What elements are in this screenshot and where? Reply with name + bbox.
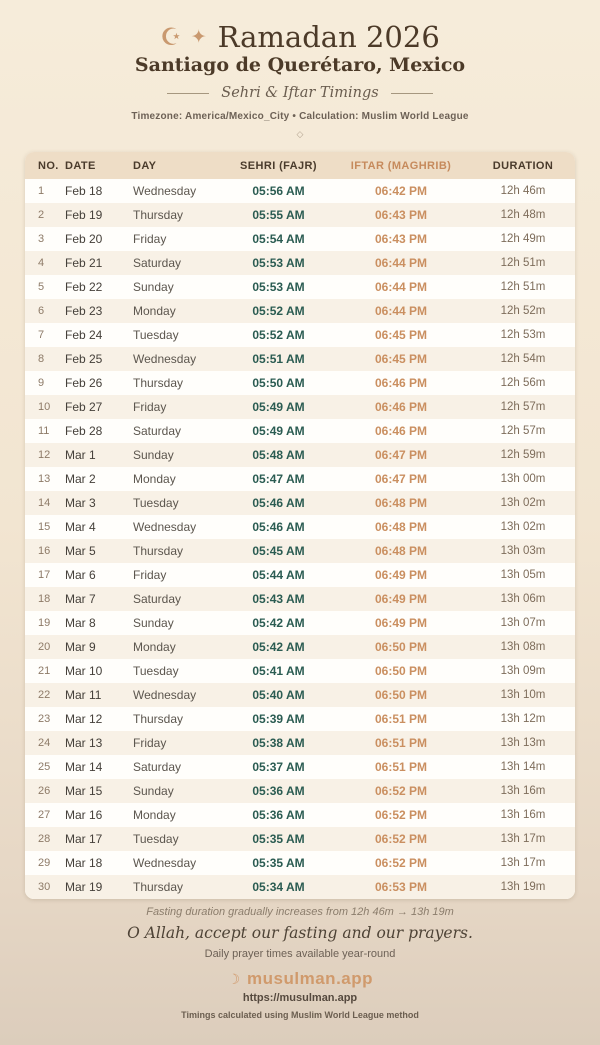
iftar-time: 06:46 PM — [374, 424, 428, 438]
date-cell: Feb 27 — [65, 400, 103, 414]
duration-cell: 13h 17m — [500, 857, 546, 869]
iftar-time: 06:43 PM — [374, 232, 428, 246]
row-number: 13 — [38, 473, 51, 485]
day-cell: Monday — [133, 472, 176, 486]
day-cell: Friday — [133, 232, 167, 246]
day-cell: Thursday — [133, 376, 184, 390]
table-row — [25, 779, 575, 803]
table-row — [25, 251, 575, 275]
duration-cell: 12h 57m — [500, 425, 546, 437]
day-cell: Friday — [133, 400, 167, 414]
timezone-calculation-meta: Timezone: America/Mexico_City • Calculation: Muslim World League — [131, 111, 469, 122]
crescent-icon: ☾ — [226, 970, 241, 987]
timings-table — [25, 152, 575, 899]
day-cell: Tuesday — [133, 328, 179, 342]
iftar-time: 06:49 PM — [374, 592, 428, 606]
row-number: 15 — [38, 521, 51, 533]
duration-cell: 13h 06m — [500, 593, 546, 605]
table-row — [25, 683, 575, 707]
row-number: 21 — [38, 665, 51, 677]
duration-cell: 12h 54m — [500, 353, 546, 365]
date-cell: Feb 18 — [65, 184, 103, 198]
row-number: 4 — [38, 257, 45, 269]
sehri-time: 05:39 AM — [252, 712, 305, 726]
day-cell: Tuesday — [133, 832, 179, 846]
duration-cell: 13h 17m — [500, 833, 546, 845]
duration-cell: 13h 03m — [500, 545, 546, 557]
iftar-time: 06:48 PM — [374, 520, 428, 534]
table-row — [25, 635, 575, 659]
date-cell: Mar 18 — [65, 856, 103, 870]
iftar-time: 06:44 PM — [374, 256, 428, 270]
row-number: 16 — [38, 545, 51, 557]
duration-cell: 12h 48m — [500, 209, 546, 221]
iftar-time: 06:44 PM — [374, 304, 428, 318]
row-number: 6 — [38, 305, 45, 317]
column-header-sehri: SEHRI (FAJR) — [226, 152, 331, 179]
row-number: 20 — [38, 641, 51, 653]
date-cell: Feb 26 — [65, 376, 103, 390]
column-header-date: DATE — [56, 152, 133, 179]
day-cell: Wednesday — [133, 520, 197, 534]
day-cell: Saturday — [133, 424, 182, 438]
day-cell: Sunday — [133, 616, 174, 630]
column-header-no: NO. — [25, 152, 56, 179]
table-row — [25, 323, 575, 347]
sehri-time: 05:42 AM — [252, 640, 305, 654]
table-row — [25, 179, 575, 203]
timings-card — [25, 152, 575, 899]
row-number: 26 — [38, 785, 51, 797]
date-cell: Mar 14 — [65, 760, 103, 774]
duration-cell: 13h 05m — [500, 569, 546, 581]
table-row — [25, 275, 575, 299]
iftar-time: 06:47 PM — [374, 448, 428, 462]
date-cell: Feb 20 — [65, 232, 103, 246]
date-cell: Mar 5 — [65, 544, 96, 558]
table-row — [25, 227, 575, 251]
day-cell: Wednesday — [133, 352, 197, 366]
date-cell: Feb 19 — [65, 208, 103, 222]
table-row — [25, 827, 575, 851]
iftar-time: 06:42 PM — [374, 184, 428, 198]
row-number: 14 — [38, 497, 51, 509]
table-row — [25, 707, 575, 731]
sparkle-icon: ✦ — [190, 26, 207, 48]
iftar-time: 06:45 PM — [374, 352, 428, 366]
date-cell: Mar 10 — [65, 664, 103, 678]
sehri-time: 05:46 AM — [252, 496, 305, 510]
column-header-iftar: IFTAR (MAGHRIB) — [331, 152, 471, 179]
duration-cell: 13h 07m — [500, 617, 546, 629]
duration-cell: 12h 59m — [500, 449, 546, 461]
iftar-time: 06:49 PM — [374, 616, 428, 630]
table-row — [25, 515, 575, 539]
footer — [0, 906, 600, 1020]
duration-cell: 12h 51m — [500, 281, 546, 293]
table-row — [25, 467, 575, 491]
sehri-time: 05:34 AM — [252, 880, 305, 894]
header — [0, 0, 600, 140]
page-title: Ramadan 2026 — [217, 20, 440, 54]
date-cell: Feb 28 — [65, 424, 103, 438]
row-number: 5 — [38, 281, 45, 293]
row-number: 17 — [38, 569, 51, 581]
iftar-time: 06:47 PM — [374, 472, 428, 486]
sehri-time: 05:45 AM — [252, 544, 305, 558]
date-cell: Mar 19 — [65, 880, 103, 894]
duration-cell: 13h 02m — [500, 497, 546, 509]
duration-cell: 12h 49m — [500, 233, 546, 245]
table-row — [25, 587, 575, 611]
date-cell: Mar 16 — [65, 808, 103, 822]
sehri-time: 05:42 AM — [252, 616, 305, 630]
row-number: 12 — [38, 449, 51, 461]
sehri-time: 05:54 AM — [252, 232, 305, 246]
date-cell: Mar 7 — [65, 592, 96, 606]
duration-cell: 13h 09m — [500, 665, 546, 677]
sehri-time: 05:56 AM — [252, 184, 305, 198]
calculation-method-note: Timings calculated using Muslim World League method — [181, 1010, 419, 1020]
sehri-time: 05:53 AM — [252, 256, 305, 270]
title-row — [0, 21, 600, 54]
iftar-time: 06:44 PM — [374, 280, 428, 294]
location-title: Santiago de Querétaro, Mexico — [134, 54, 466, 76]
duration-cell: 13h 16m — [500, 785, 546, 797]
subtitle: Sehri & Iftar Timings — [221, 85, 379, 101]
iftar-time: 06:53 PM — [374, 880, 428, 894]
sehri-time: 05:43 AM — [252, 592, 305, 606]
iftar-time: 06:52 PM — [374, 832, 428, 846]
iftar-time: 06:49 PM — [374, 568, 428, 582]
date-cell: Mar 15 — [65, 784, 103, 798]
day-cell: Saturday — [133, 760, 182, 774]
table-row — [25, 755, 575, 779]
table-row — [25, 803, 575, 827]
iftar-time: 06:50 PM — [374, 664, 428, 678]
row-number: 28 — [38, 833, 51, 845]
date-cell: Mar 4 — [65, 520, 96, 534]
sehri-time: 05:35 AM — [252, 856, 305, 870]
sehri-time: 05:50 AM — [252, 376, 305, 390]
sehri-time: 05:55 AM — [252, 208, 305, 222]
day-cell: Tuesday — [133, 664, 179, 678]
divider-line — [167, 93, 209, 94]
duration-cell: 13h 10m — [500, 689, 546, 701]
iftar-time: 06:50 PM — [374, 640, 428, 654]
date-cell: Mar 11 — [65, 688, 102, 702]
column-header-day: DAY — [133, 152, 226, 179]
row-number: 24 — [38, 737, 51, 749]
row-number: 25 — [38, 761, 51, 773]
table-row — [25, 875, 575, 899]
row-number: 23 — [38, 713, 51, 725]
duration-cell: 12h 51m — [500, 257, 546, 269]
iftar-time: 06:43 PM — [374, 208, 428, 222]
row-number: 22 — [38, 689, 51, 701]
iftar-time: 06:48 PM — [374, 496, 428, 510]
table-row — [25, 851, 575, 875]
sehri-time: 05:49 AM — [252, 424, 305, 438]
table-row — [25, 659, 575, 683]
day-cell: Sunday — [133, 784, 174, 798]
row-number: 8 — [38, 353, 45, 365]
date-cell: Mar 17 — [65, 832, 103, 846]
sehri-time: 05:36 AM — [252, 808, 305, 822]
sehri-time: 05:52 AM — [252, 328, 305, 342]
sehri-time: 05:47 AM — [252, 472, 305, 486]
iftar-time: 06:52 PM — [374, 856, 428, 870]
date-cell: Mar 6 — [65, 568, 96, 582]
row-number: 10 — [38, 401, 51, 413]
table-row — [25, 203, 575, 227]
column-header-duration: DURATION — [471, 152, 575, 179]
table-row — [25, 491, 575, 515]
date-cell: Mar 8 — [65, 616, 96, 630]
date-cell: Feb 22 — [65, 280, 103, 294]
brand-row — [0, 969, 600, 989]
date-cell: Feb 25 — [65, 352, 103, 366]
row-number: 30 — [38, 881, 51, 893]
sehri-time: 05:36 AM — [252, 784, 305, 798]
sehri-time: 05:46 AM — [252, 520, 305, 534]
row-number: 2 — [38, 209, 45, 221]
day-cell: Wednesday — [133, 688, 197, 702]
iftar-time: 06:46 PM — [374, 376, 428, 390]
table-row — [25, 731, 575, 755]
sehri-time: 05:41 AM — [252, 664, 305, 678]
iftar-time: 06:46 PM — [374, 400, 428, 414]
day-cell: Sunday — [133, 448, 174, 462]
sehri-time: 05:38 AM — [252, 736, 305, 750]
duration-cell: 12h 56m — [500, 377, 546, 389]
duration-cell: 12h 53m — [500, 329, 546, 341]
divider-line — [391, 93, 433, 94]
row-number: 3 — [38, 233, 45, 245]
day-cell: Monday — [133, 808, 176, 822]
crescent-star-icon: ☪ — [160, 23, 182, 51]
day-cell: Thursday — [133, 880, 184, 894]
day-cell: Sunday — [133, 280, 174, 294]
sehri-time: 05:35 AM — [252, 832, 305, 846]
row-number: 9 — [38, 377, 45, 389]
table-row — [25, 563, 575, 587]
day-cell: Thursday — [133, 208, 184, 222]
iftar-time: 06:51 PM — [374, 760, 428, 774]
table-row — [25, 395, 575, 419]
table-row — [25, 419, 575, 443]
table-row — [25, 611, 575, 635]
duration-cell: 12h 46m — [500, 185, 546, 197]
row-number: 1 — [38, 185, 45, 197]
duration-cell: 13h 12m — [500, 713, 546, 725]
timings-table-body — [25, 179, 575, 899]
table-row — [25, 299, 575, 323]
day-cell: Thursday — [133, 544, 184, 558]
row-number: 19 — [38, 617, 51, 629]
subtitle-divider — [0, 85, 600, 101]
date-cell: Mar 1 — [65, 448, 96, 462]
sehri-time: 05:48 AM — [252, 448, 305, 462]
date-cell: Mar 9 — [65, 640, 96, 654]
day-cell: Wednesday — [133, 184, 197, 198]
row-number: 27 — [38, 809, 51, 821]
duration-cell: 13h 19m — [500, 881, 546, 893]
diamond-ornament-icon: ◇ — [296, 129, 304, 139]
date-cell: Mar 12 — [65, 712, 103, 726]
day-cell: Monday — [133, 304, 176, 318]
iftar-time: 06:45 PM — [374, 328, 428, 342]
iftar-time: 06:52 PM — [374, 784, 428, 798]
iftar-time: 06:48 PM — [374, 544, 428, 558]
sehri-time: 05:52 AM — [252, 304, 305, 318]
table-row — [25, 347, 575, 371]
row-number: 11 — [38, 425, 50, 437]
row-number: 7 — [38, 329, 45, 341]
table-row — [25, 371, 575, 395]
iftar-time: 06:51 PM — [374, 712, 428, 726]
table-row — [25, 443, 575, 467]
day-cell: Tuesday — [133, 496, 179, 510]
day-cell: Friday — [133, 568, 167, 582]
duration-cell: 13h 08m — [500, 641, 546, 653]
brand-name: musulman.app — [247, 969, 374, 988]
day-cell: Monday — [133, 640, 176, 654]
duration-cell: 12h 57m — [500, 401, 546, 413]
duration-cell: 13h 13m — [500, 737, 546, 749]
duration-cell: 13h 00m — [500, 473, 546, 485]
table-header-row — [25, 152, 575, 179]
availability-note: Daily prayer times available year-round — [204, 948, 396, 960]
sehri-time: 05:40 AM — [252, 688, 305, 702]
sehri-time: 05:44 AM — [252, 568, 305, 582]
date-cell: Mar 2 — [65, 472, 96, 486]
date-cell: Feb 23 — [65, 304, 103, 318]
row-number: 18 — [38, 593, 51, 605]
date-cell: Feb 21 — [65, 256, 103, 270]
fasting-duration-note: Fasting duration gradually increases from 12h 46m → 13h 19m — [146, 906, 454, 918]
iftar-time: 06:51 PM — [374, 736, 428, 750]
sehri-time: 05:53 AM — [252, 280, 305, 294]
day-cell: Saturday — [133, 592, 182, 606]
brand-url: https://musulman.app — [242, 992, 358, 1004]
duration-cell: 13h 14m — [500, 761, 546, 773]
day-cell: Thursday — [133, 712, 184, 726]
date-cell: Mar 13 — [65, 736, 103, 750]
date-cell: Mar 3 — [65, 496, 96, 510]
duration-cell: 13h 16m — [500, 809, 546, 821]
duration-cell: 12h 52m — [500, 305, 546, 317]
iftar-time: 06:50 PM — [374, 688, 428, 702]
sehri-time: 05:51 AM — [252, 352, 305, 366]
day-cell: Friday — [133, 736, 167, 750]
iftar-time: 06:52 PM — [374, 808, 428, 822]
sehri-time: 05:49 AM — [252, 400, 305, 414]
duration-cell: 13h 02m — [500, 521, 546, 533]
table-header — [25, 152, 575, 179]
dua-text: O Allah, accept our fasting and our prayers. — [127, 924, 473, 942]
date-cell: Feb 24 — [65, 328, 103, 342]
table-row — [25, 539, 575, 563]
day-cell: Wednesday — [133, 856, 197, 870]
day-cell: Saturday — [133, 256, 182, 270]
row-number: 29 — [38, 857, 51, 869]
sehri-time: 05:37 AM — [252, 760, 305, 774]
